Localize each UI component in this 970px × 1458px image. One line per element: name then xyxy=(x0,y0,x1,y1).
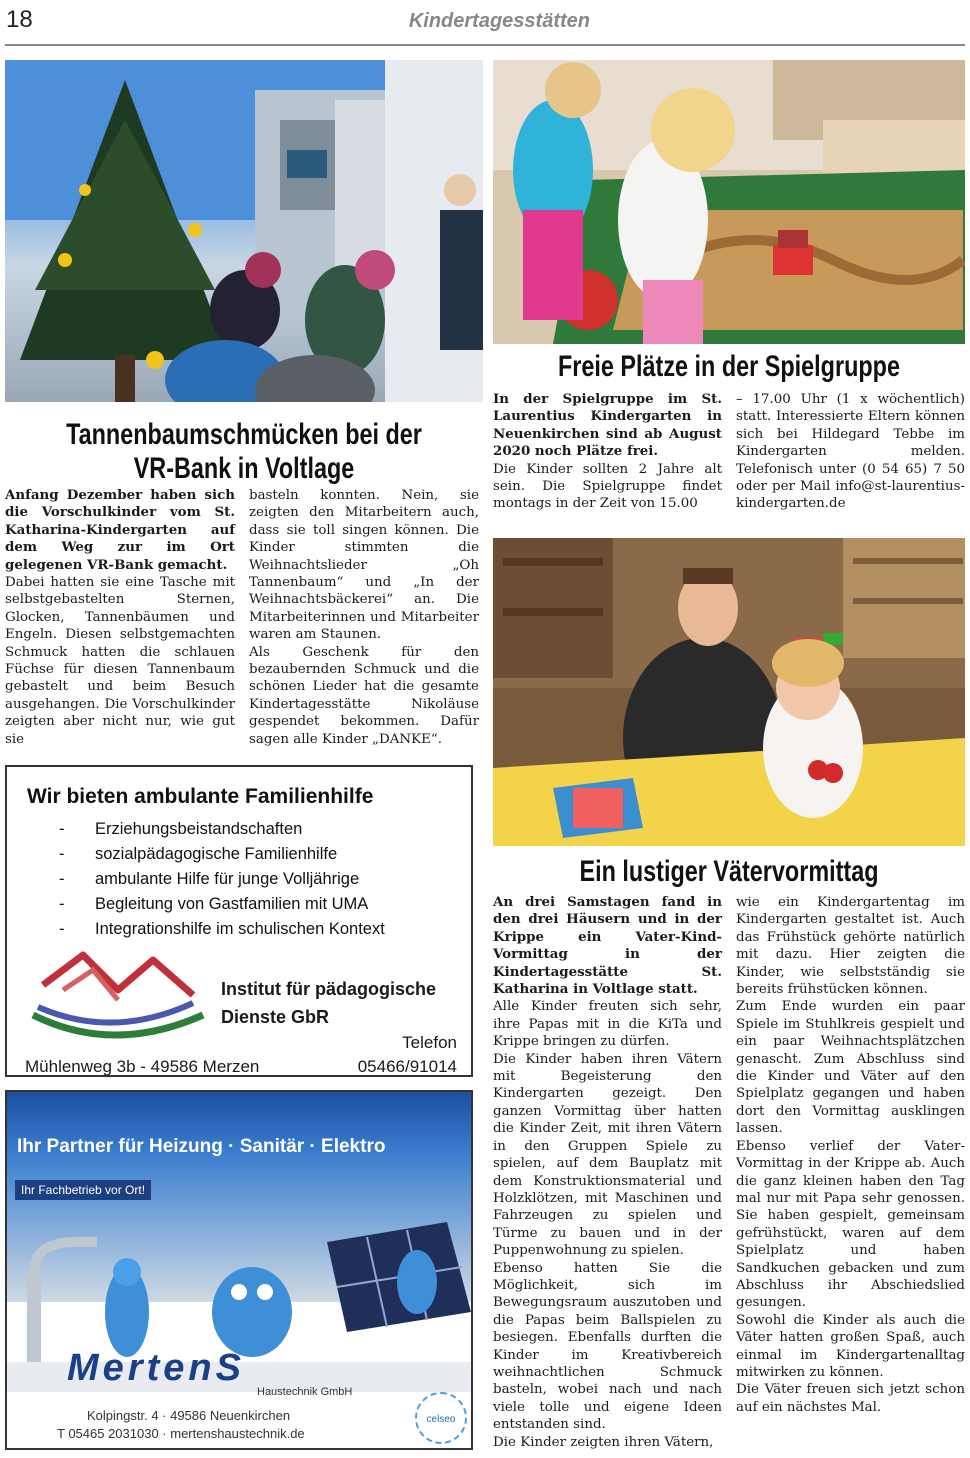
photo-christmas-tree-bank xyxy=(5,60,483,402)
article1-col1 xyxy=(5,487,235,748)
institute-phone: 05466/91014 xyxy=(357,1057,457,1076)
article3-lead: An drei Samstagen fand in den drei Häusern und in der Krippe ein Vater-Kind-Vormittag in der Kindertagesstätte St. Katharina in Voltlage statt. xyxy=(493,894,722,998)
article3-col1-p2: Die Kinder haben ihren Vätern mit Begeisterung den Kindergarten gezeigt. Den ganzen Vormittag über hatten die Kinder Zeit, mit ihren Vätern in den Gruppen Spiele zu spielen, auf dem Bauplatz mit dem Konstruktionsmaterial und Holzklötzen, mit Maschinen und Fahrzeugen zu spielen und Türme zu bauen und in der Puppenwohnung zu spielen. xyxy=(493,1051,722,1259)
article3-col1-p4: Die Kinder zeigten ihren Vätern, xyxy=(493,1434,714,1450)
institute-address: Mühlenweg 3b - 49586 Merzen xyxy=(25,1057,260,1076)
header-rule xyxy=(5,44,965,46)
photo-father-daughter-crafting xyxy=(493,538,965,846)
article3-col1 xyxy=(493,894,722,1451)
article3-col2-p4: Sowohl die Kinder als auch die Väter hatten großen Spaß, auch einmal im Kindergartenalltag mitwirken zu können. xyxy=(736,1312,965,1380)
list-item: - Begleitung von Gastfamilien mit UMA xyxy=(59,892,385,917)
list-item: - Erziehungsbeistandschaften xyxy=(59,817,385,842)
page-number: 18 xyxy=(6,6,33,33)
article2-col1 xyxy=(493,391,722,513)
article3-headline: Ein lustiger Vätervormittag xyxy=(579,855,879,888)
article1-lead: Anfang Dezember haben sich die Vorschulkinder vom St. Katharina-Kindergarten auf dem Weg zur im Ort gelegenen VR-Bank gemacht. xyxy=(5,487,235,573)
article3-col1-p1: Alle Kinder freuten sich sehr, ihre Papas mit in die KiTa und Krippe bringen zu dürfen. xyxy=(493,999,722,1050)
article1-body-col2-p2: Als Geschenk für den bezaubernden Schmuck und die schönen Lieder hat die gesamte Kindertagesstätte Nikoläuse gespendet bekommen. Dafür sagen alle Kinder „DANKE“. xyxy=(249,644,479,747)
article3-col2-p2: Zum Ende wurden ein paar Spiele im Stuhlkreis gespielt und ein paar Weihnachtsplätzchen genascht. Zum Abschluss sind die Kinder und Väter auf den Spielplatz gegangen und haben dort den Vormittag ausklingen lassen. xyxy=(736,999,965,1137)
celseo-badge-label: celseo xyxy=(426,1414,456,1425)
article1-headline-line2: VR-Bank in Voltlage xyxy=(133,452,355,485)
mertens-logo-sub: Haustechnik GmbH xyxy=(257,1386,353,1398)
article3-col2 xyxy=(736,894,965,1416)
ad-mertens-headline: Ihr Partner für Heizung · Sanitär · Elektro xyxy=(17,1136,386,1157)
mertens-logo: MertenS xyxy=(67,1347,245,1389)
ad-familienhilfe-list xyxy=(59,817,385,942)
ad-familienhilfe xyxy=(5,765,473,1077)
institute-name-line1: Institut für pädagogische xyxy=(221,979,437,999)
article2-lead: In der Spielgruppe im St. Laurentius Kindergarten in Neuenkirchen sind ab August 2020 noch Plätze frei. xyxy=(493,391,722,460)
celseo-badge xyxy=(415,1392,467,1444)
article2-body-col2: – 17.00 Uhr (1 x wöchentlich) statt. Interessierte Eltern können sich bei Hildegard Tebbe im Kindergarten melden. Telefonisch unter (0 54 65) 7 50 oder per Mail info@st-laurentius-kindergarten.de xyxy=(736,392,965,512)
ad-mertens xyxy=(5,1090,473,1450)
list-item: - sozialpädagogische Familienhilfe xyxy=(59,842,385,867)
article2-headline: Freie Plätze in der Spielgruppe xyxy=(557,350,900,383)
article3-col2-p5: Die Väter freuen sich jetzt schon auf ein nächstes Mal. xyxy=(736,1382,965,1415)
article3-col1-p3: Ebenso hatten Sie die Möglichkeit, sich im Bewegungsraum auszutoben und die Papas beim Ballspielen zu besiegen. Ebenfalls durften die Kinder im Kreativbereich weihnachtlichen Schmuck basteln, wobei nach und nach viele tolle und eigene Ideen entstanden sind. xyxy=(493,1260,722,1433)
ad-mertens-subline: Ihr Fachbetrieb vor Ort! xyxy=(15,1180,151,1200)
institute-logo xyxy=(23,945,209,1053)
article3-col2-p1: wie ein Kindergartentag im Kindergarten gestaltet ist. Auch das Frühstück gehörte natürlich mit dazu. Hier zeigten die Kinder, wie selbstständig sie bereits frühstücken können. xyxy=(736,895,965,998)
article3-col2-p3: Ebenso verlief der Vater-Vormittag in der Krippe ab. Auch die ganz kleinen haben den Tag mal nur mit Papa sehr genossen. Sie haben gespielt, gemeinsam gefrühstückt, waren auf dem Spielplatz und haben Sandkuchen gebacken und zum Abschluss ihr Abschiedslied gesungen. xyxy=(736,1138,965,1311)
list-item: - Integrationshilfe im schulischen Kontext xyxy=(59,917,385,942)
section-title: Kindertagesstätten xyxy=(408,10,590,32)
list-item: - ambulante Hilfe für junge Volljährige xyxy=(59,867,385,892)
article1-headline-line1: Tannenbaumschmücken bei der xyxy=(66,418,422,451)
article1-col2 xyxy=(249,487,479,748)
photo-children-train-table xyxy=(493,60,965,344)
article1-body-col1: Dabei hatten sie eine Tasche mit selbstgebastelten Sternen, Glocken, Tannenbäumen und Engeln. Diesen selbstgemachten Schmuck hatten die schlauen Füchse für diesen Tannenbaum gebastelt und beim Besuch ausgehangen. Die Vorschulkinder zeigten aber nicht nur, wie gut sie xyxy=(5,575,235,747)
article2-col2 xyxy=(736,391,965,513)
institute-name-line2: Dienste GbR xyxy=(221,1007,330,1027)
institute-phone-label: Telefon xyxy=(402,1033,457,1052)
mertens-address: Kolpingstr. 4 · 49586 Neuenkirchen xyxy=(87,1408,291,1423)
article1-headline xyxy=(58,418,431,486)
article2-body-col1: Die Kinder sollten 2 Jahre alt sein. Die Spielgruppe findet montags in der Zeit von 15.00 xyxy=(493,461,722,512)
ad-familienhilfe-title: Wir bieten ambulante Familienhilfe xyxy=(27,785,374,808)
mertens-contact: T 05465 2031030 · mertenshaustechnik.de xyxy=(57,1426,305,1441)
article1-body-col2-p1: basteln konnten. Nein, sie zeigten den Mitarbeitern auch, dass sie toll singen können. Die Kinder stimmten die Weihnachtslieder „Oh Tannenbaum“ und „In der Weihnachtsbäckerei“ an. Die Mitarbeiterinnen und Mitarbeiter waren am Staunen. xyxy=(249,488,479,643)
